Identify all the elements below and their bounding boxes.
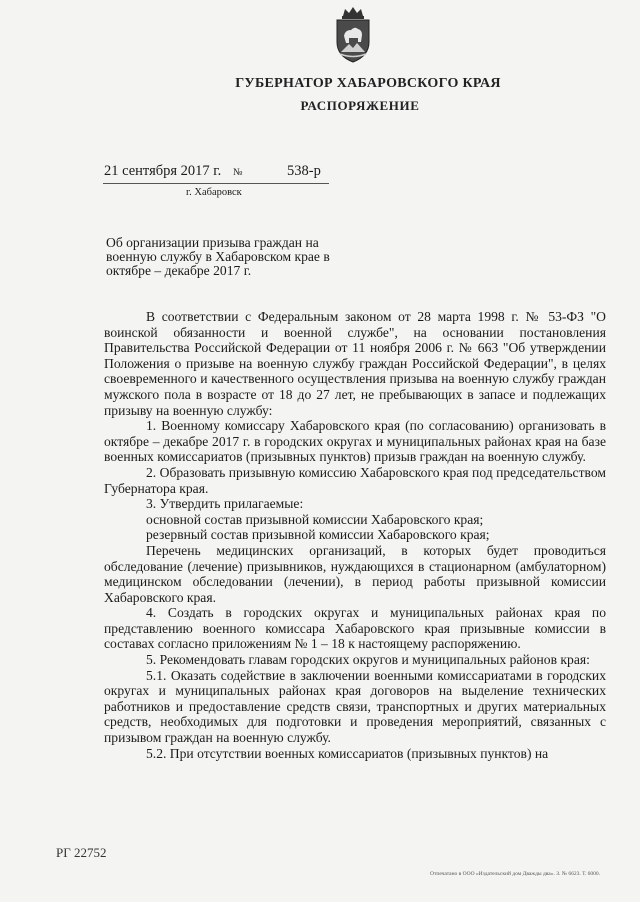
paragraph-item-2: 2. Образовать призывную комиссию Хабаровского края под председательством Губернатора края.: [104, 464, 606, 496]
paragraph-item-3-a: основной состав призывной комиссии Хабаровского края;: [146, 511, 484, 527]
document-number: 538-р: [287, 163, 321, 179]
city-label: г. Хабаровск: [186, 187, 242, 198]
coat-of-arms-icon: [331, 6, 375, 64]
paragraph-item-1: 1. Военному комиссару Хабаровского края (по согласованию) организовать в октябре – декабре 2017 г. в городских округах и муниципальных районах края на базе военных комиссариатов (призывных пунктов) призыв граждан на военную службу.: [104, 418, 606, 465]
paragraph-item-5-1: 5.1. Оказать содействие в заключении военными комиссариатами в городских округах и муниципальных районах края договоров на выделение технических работников и предоставление средств связи, транспортных и других материальных средств, необходимых для подготовки и проведения мероприятий, связанных с призывом граждан на военную службу.: [104, 667, 606, 746]
form-code: РГ 22752: [56, 845, 107, 860]
paragraph-item-3-c: Перечень медицинских организаций, в которых будет проводиться обследование (лечение) призывников, нуждающихся в стационарном (амбулаторном) медицинском обследовании (лечении), в период работы призывной комиссии Хабаровского края.: [104, 542, 606, 605]
paragraph-item-4: 4. Создать в городских округах и муниципальных районах края по представлению военного комиссара Хабаровского края призывные комиссии в составах согласно приложениям № 1 – 18 к настоящему распоряжению.: [104, 605, 606, 652]
document-body: [104, 309, 606, 761]
paragraph-item-5: 5. Рекомендовать главам городских округов и муниципальных районов края:: [146, 652, 590, 668]
number-sign: №: [233, 167, 243, 178]
paragraph-item-3-b: резервный состав призывной комиссии Хабаровского края;: [146, 527, 490, 543]
printer-imprint: Отпечатано в ООО «Издательский дом Дважды два». З. № 6623. Т. 6000.: [430, 871, 601, 877]
document-date: 21 сентября 2017 г.: [104, 163, 222, 179]
governor-title: ГУБЕРНАТОР ХАБАРОВСКОГО КРАЯ: [235, 76, 501, 91]
paragraph-item-3: 3. Утвердить прилагаемые:: [146, 496, 304, 512]
document-type-title: РАСПОРЯЖЕНИЕ: [300, 98, 420, 113]
paragraph-item-5-2: 5.2. При отсутствии военных комиссариатов (призывных пунктов) на: [146, 745, 549, 761]
date-underline: [103, 183, 329, 184]
document-subject: Об организации призыва граждан на военную службу в Хабаровском крае в октябре – декабре 2017 г.: [106, 235, 330, 278]
paragraph-preamble: В соответствии с Федеральным законом от 28 марта 1998 г. № 53-ФЗ "О воинской обязанности и военной службе", на основании постановления Правительства Российской Федерации от 11 ноября 2006 г. № 663 "Об утверждении Положения о призыве на военную службу граждан Российской Федерации", в целях своевременного и качественного осуществления призыва на военную службу граждан мужского пола в возрасте от 18 до 27 лет, не пребывающих в запасе и подлежащих призыву на военную службу:: [104, 309, 606, 418]
